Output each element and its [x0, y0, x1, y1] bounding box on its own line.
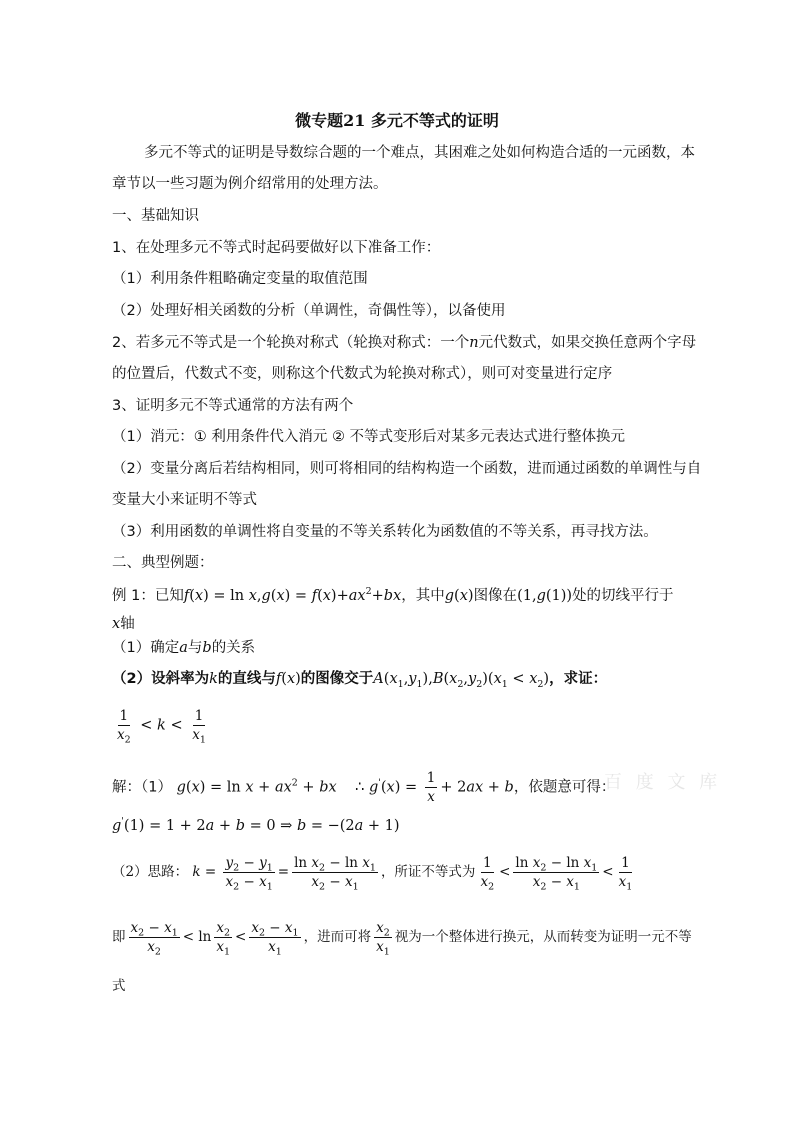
- point-3a: （1）消元：① 利用条件代入消元 ② 不等式变形后对某多元表达式进行整体换元: [112, 429, 626, 445]
- solution-2-idea: （2）思路： k = $\frac{y_2 - y_1}{x_2 - x_1}$ = $\frac{\ln x_2 - \ln x_1}{x_2 - x_1}$ ，所证不等式为 $\frac{1}{x_2}$ < $\frac{\ln x_2 - \ln x_1}{x_2 - x_1}$ < $\frac{1}{x_1}$: [112, 855, 633, 893]
- point-1b: （2）处理好相关函数的分析（单调性，奇偶性等），以备使用: [112, 303, 506, 319]
- point-1a: （1）利用条件粗略确定变量的取值范围: [112, 271, 368, 287]
- question-2: （2）设斜率为k的直线与f(x)的图像交于$A(x_1,y_1),B(x_2,y_2)(x_1 < x_2)$，求证：: [112, 671, 608, 690]
- solution-2-transform-cont: 式: [112, 978, 126, 994]
- section-basic-knowledge: 一、基础知识: [112, 208, 199, 224]
- point-2-line-2: 的位置后，代数式不变，则称这个代数式为轮换对称式），则可对变量进行定序: [112, 366, 613, 382]
- inequality-to-prove: $\frac{1}{x_2}$ < k < $\frac{1}{x_1}$: [117, 708, 206, 746]
- example-1-statement-cont: x轴: [112, 616, 135, 632]
- page-title: 微专题21 多元不等式的证明: [295, 111, 499, 130]
- intro-line-1: 多元不等式的证明是导数综合题的一个难点，其困难之处如何构造合适的一元函数，本: [144, 145, 695, 161]
- section-examples: 二、典型例题：: [112, 555, 214, 571]
- example-1-statement: 例 1：已知$f(x) = \ln x,g(x) = f(x)+ax^2+bx$，其中g(x)图像在(1,g(1))处的切线平行于: [112, 586, 674, 604]
- intro-line-2: 章节以一些习题为例介绍常用的处理方法。: [112, 176, 388, 192]
- solution-1-result: g'(1) = 1 + 2a + b = 0 ⇒ b = −(2a + 1): [112, 816, 400, 834]
- point-3b-line-2: 变量大小来证明不等式: [112, 492, 257, 508]
- solution-1: 解：（1） $g(x) = \ln x + ax^2$ + bx ∴ g'(x) = $\frac{1}{x}$ + 2ax + b，依题意可得：: [112, 770, 616, 805]
- point-1: 1、在处理多元不等式时起码要做好以下准备工作：: [112, 240, 441, 256]
- point-3: 3、证明多元不等式通常的方法有两个: [112, 398, 354, 414]
- point-2-line-1: 2、若多元不等式是一个轮换对称式（轮换对称式：一个n元代数式，如果交换任意两个字母: [112, 335, 697, 351]
- point-3c: （3）利用函数的单调性将自变量的不等关系转化为函数值的不等关系，再寻找方法。: [112, 524, 658, 540]
- question-1: （1）确定a与b的关系: [112, 640, 256, 656]
- watermark: 百 度 文 库: [604, 772, 722, 793]
- point-3b-line-1: （2）变量分离后若结构相同，则可将相同的结构构造一个函数，进而通过函数的单调性与自: [112, 461, 702, 477]
- solution-2-transform: 即 $\frac{x_2 - x_1}{x_2}$ < ln $\frac{x_2}{x_1}$ < $\frac{x_2 - x_1}{x_1}$ ，进而可将 $\frac{x_2}{x_1}$ 视为一个整体进行换元，从而转变为证明一元不等: [112, 920, 692, 958]
